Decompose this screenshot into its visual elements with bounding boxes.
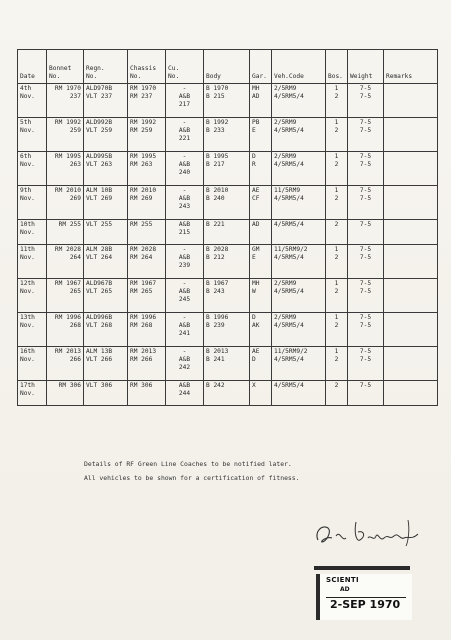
cell-veh-code: 2/5RM9 4/5RM5/4	[272, 152, 326, 186]
cell-date: 13th Nov.	[18, 313, 47, 347]
cell-regn: VLT 306	[84, 381, 128, 406]
cell-gar: D AK	[250, 313, 272, 347]
cell-regn: ALD995B VLT 263	[84, 152, 128, 186]
cell-bos: 1 2	[326, 245, 348, 279]
table-row	[18, 186, 438, 220]
cell-date: 16th Nov.	[18, 347, 47, 381]
cell-bos: 2	[326, 381, 348, 406]
cell-body: B 1967 B 243	[204, 279, 250, 313]
cell-date: 4th Nov.	[18, 84, 47, 118]
cell-gar: AD	[250, 220, 272, 245]
cell-remarks	[384, 245, 438, 279]
cell-chassis: RM 2013 RM 266	[128, 347, 166, 381]
cell-body: B 242	[204, 381, 250, 406]
table-row	[18, 118, 438, 152]
cell-date: 12th Nov.	[18, 279, 47, 313]
cell-remarks	[384, 186, 438, 220]
cell-regn: ALM 13B VLT 266	[84, 347, 128, 381]
note-certification: All vehicles to be shown for a certification of fitness.	[84, 474, 300, 482]
cell-veh-code: 2/5RM9 4/5RM5/4	[272, 84, 326, 118]
cell-bonnet: RM 2010 269	[47, 186, 84, 220]
cell-body: B 2010 B 240	[204, 186, 250, 220]
cell-bonnet: RM 255	[47, 220, 84, 245]
cell-veh-code: 2/5RM9 4/5RM5/4	[272, 279, 326, 313]
cell-bonnet: RM 2013 266	[47, 347, 84, 381]
cell-body: B 221	[204, 220, 250, 245]
cell-bonnet: RM 1970 237	[47, 84, 84, 118]
cell-regn: ALM 28B VLT 264	[84, 245, 128, 279]
cell-cu: - A&B 221	[166, 118, 204, 152]
header-remarks: Remarks	[384, 50, 438, 84]
cell-remarks	[384, 220, 438, 245]
header-chassis: Chassis No.	[128, 50, 166, 84]
header-veh-code: Veh.Code	[272, 50, 326, 84]
cell-chassis: RM 2028 RM 264	[128, 245, 166, 279]
stamp-border	[314, 566, 410, 570]
cell-veh-code: 2/5RM9 4/5RM5/4	[272, 118, 326, 152]
cell-remarks	[384, 84, 438, 118]
cell-bonnet: RM 1995 263	[47, 152, 84, 186]
cell-cu: - A&B 243	[166, 186, 204, 220]
table-header-row	[18, 50, 438, 84]
header-cu: Cu. No.	[166, 50, 204, 84]
cell-regn: ALD970B VLT 237	[84, 84, 128, 118]
cell-chassis: RM 1967 RM 265	[128, 279, 166, 313]
cell-remarks	[384, 381, 438, 406]
cell-chassis: RM 1996 RM 268	[128, 313, 166, 347]
cell-date: 5th Nov.	[18, 118, 47, 152]
cell-gar: MH AD	[250, 84, 272, 118]
cell-body: B 1992 B 233	[204, 118, 250, 152]
cell-cu: - A&B 241	[166, 313, 204, 347]
cell-chassis: RM 1992 RM 259	[128, 118, 166, 152]
header-body: Body	[204, 50, 250, 84]
cell-date: 9th Nov.	[18, 186, 47, 220]
cell-weight: 7-5 7-5	[348, 186, 384, 220]
cell-regn: ALM 10B VLT 269	[84, 186, 128, 220]
cell-gar: GM E	[250, 245, 272, 279]
cell-remarks	[384, 279, 438, 313]
cell-veh-code: 4/5RM5/4	[272, 220, 326, 245]
cell-date: 11th Nov.	[18, 245, 47, 279]
cell-regn: ALD967B VLT 265	[84, 279, 128, 313]
cell-bos: 1 2	[326, 152, 348, 186]
cell-remarks	[384, 313, 438, 347]
vehicle-register-table	[17, 49, 438, 406]
cell-date: 10th Nov.	[18, 220, 47, 245]
cell-bos: 1 2	[326, 279, 348, 313]
cell-gar: PB E	[250, 118, 272, 152]
cell-cu: - A&B 240	[166, 152, 204, 186]
stamp-date: 2-SEP 1970	[330, 598, 401, 611]
cell-body: B 1970 B 215	[204, 84, 250, 118]
table-row	[18, 245, 438, 279]
cell-regn: ALD996B VLT 268	[84, 313, 128, 347]
cell-bonnet: RM 2028 264	[47, 245, 84, 279]
cell-date: 6th Nov.	[18, 152, 47, 186]
stamp-line-1: SCIENTI	[326, 576, 359, 584]
cell-gar: AE D	[250, 347, 272, 381]
cell-cu: - A&B 217	[166, 84, 204, 118]
received-stamp	[316, 574, 412, 620]
table-row	[18, 279, 438, 313]
cell-date: 17th Nov.	[18, 381, 47, 406]
cell-gar: MH W	[250, 279, 272, 313]
table-row	[18, 347, 438, 381]
cell-bos: 1 2	[326, 313, 348, 347]
cell-regn: ALD992B VLT 259	[84, 118, 128, 152]
cell-weight: 7-5 7-5	[348, 118, 384, 152]
note-green-line: Details of RF Green Line Coaches to be notified later.	[84, 460, 292, 468]
cell-regn: VLT 255	[84, 220, 128, 245]
cell-weight: 7-5 7-5	[348, 84, 384, 118]
cell-body: B 1996 B 239	[204, 313, 250, 347]
header-gar: Gar.	[250, 50, 272, 84]
table-row	[18, 381, 438, 406]
cell-veh-code: 4/5RM5/4	[272, 381, 326, 406]
cell-gar: D R	[250, 152, 272, 186]
cell-weight: 7-5 7-5	[348, 279, 384, 313]
table-row	[18, 313, 438, 347]
cell-bos: 1 2	[326, 347, 348, 381]
cell-chassis: RM 2010 RM 269	[128, 186, 166, 220]
cell-chassis: RM 306	[128, 381, 166, 406]
cell-veh-code: 11/5RM9/2 4/5RM5/4	[272, 347, 326, 381]
cell-cu: - A&B 245	[166, 279, 204, 313]
table-row	[18, 84, 438, 118]
cell-cu: - A&B 239	[166, 245, 204, 279]
header-bos: Bos.	[326, 50, 348, 84]
cell-weight: 7-5 7-5	[348, 152, 384, 186]
cell-remarks	[384, 152, 438, 186]
table-row	[18, 152, 438, 186]
cell-chassis: RM 255	[128, 220, 166, 245]
header-weight: Weight	[348, 50, 384, 84]
cell-remarks	[384, 347, 438, 381]
cell-cu: - A&B 242	[166, 347, 204, 381]
cell-cu: A&B 215	[166, 220, 204, 245]
cell-weight: 7-5	[348, 381, 384, 406]
cell-bonnet: RM 1996 268	[47, 313, 84, 347]
cell-bonnet: RM 1967 265	[47, 279, 84, 313]
cell-bonnet: RM 1992 259	[47, 118, 84, 152]
cell-veh-code: 11/5RM9/2 4/5RM5/4	[272, 245, 326, 279]
cell-bos: 1 2	[326, 84, 348, 118]
cell-body: B 2013 B 241	[204, 347, 250, 381]
table-row	[18, 220, 438, 245]
cell-body: B 1995 B 217	[204, 152, 250, 186]
cell-weight: 7-5 7-5	[348, 347, 384, 381]
cell-bos: 2	[326, 220, 348, 245]
cell-gar: X	[250, 381, 272, 406]
cell-weight: 7-5 7-5	[348, 313, 384, 347]
cell-bonnet: RM 306	[47, 381, 84, 406]
signature	[312, 512, 432, 552]
cell-chassis: RM 1970 RM 237	[128, 84, 166, 118]
header-bonnet: Bonnet No.	[47, 50, 84, 84]
cell-veh-code: 2/5RM9 4/5RM5/4	[272, 313, 326, 347]
header-date: Date	[18, 50, 47, 84]
cell-weight: 7-5	[348, 220, 384, 245]
cell-veh-code: 11/5RM9 4/5RM5/4	[272, 186, 326, 220]
cell-cu: A&B 244	[166, 381, 204, 406]
cell-weight: 7-5 7-5	[348, 245, 384, 279]
cell-chassis: RM 1995 RM 263	[128, 152, 166, 186]
cell-body: B 2028 B 212	[204, 245, 250, 279]
stamp-line-2: AD	[340, 586, 350, 593]
cell-bos: 1 2	[326, 118, 348, 152]
cell-remarks	[384, 118, 438, 152]
header-regn: Regn. No.	[84, 50, 128, 84]
cell-gar: AE CF	[250, 186, 272, 220]
cell-bos: 1 2	[326, 186, 348, 220]
